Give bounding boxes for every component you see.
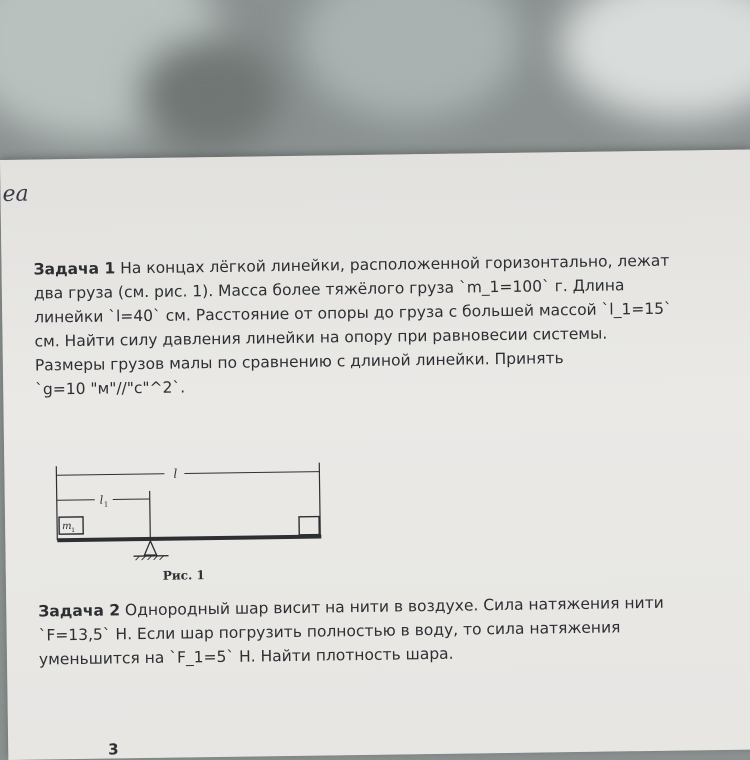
label-l1-subscript: 1 xyxy=(104,501,109,509)
task-2-line: `F=13,5` Н. Если шар погрузить полностью в воду, то сила натяжения xyxy=(38,613,750,647)
label-l: l xyxy=(173,467,177,481)
dimension-l-right xyxy=(184,472,319,474)
task-2 xyxy=(38,589,750,671)
left-extension-line xyxy=(56,466,57,540)
task-1-line: см. Найти силу давления линейки на опору при равновесии системы. xyxy=(34,320,744,354)
paper-sheet xyxy=(0,150,750,760)
task-2-line: Задача 2 Однородный шар висит на нити в воздухе. Сила натяжения нити xyxy=(38,589,750,623)
task-1-heading: Задача 1 xyxy=(33,259,115,278)
task-1-line: Задача 1 На концах лёгкой линейки, расположенной горизонтально, лежат xyxy=(33,248,743,282)
pen-mark: ea xyxy=(2,182,28,207)
background-blob xyxy=(140,40,280,150)
task-2-line: уменьшится на `F_1=5` Н. Найти плотность шара. xyxy=(39,637,750,671)
mass-m2-box xyxy=(299,517,319,535)
task-1 xyxy=(33,248,745,402)
background-blob xyxy=(560,0,750,120)
background-blob xyxy=(300,0,520,120)
task-1-line: два груза (см. рис. 1). Масса более тяжёлого груза `m_1=100` г. Длина xyxy=(34,272,744,306)
task-1-line: Размеры грузов малы по сравнению с длиной линейки. Принять xyxy=(35,344,745,378)
dimension-l-left xyxy=(56,474,164,476)
label-m1: m xyxy=(62,521,72,532)
cut-off-text: 3 xyxy=(108,740,119,758)
support-extension-line xyxy=(150,491,151,539)
dimension-l1-left xyxy=(57,500,95,501)
label-m1-subscript: 1 xyxy=(71,527,75,534)
figure-caption: Рис. 1 xyxy=(163,568,205,583)
task-1-line: `g=10 "м"//"с"^2`. xyxy=(35,368,745,402)
support-triangle xyxy=(144,541,156,555)
figure-1 xyxy=(48,438,340,592)
task-1-line: линейки `l=40` см. Расстояние от опоры до груза с большей массой `l_1=15` xyxy=(34,296,744,330)
dimension-l1-right xyxy=(113,499,150,500)
task-2-heading: Задача 2 xyxy=(38,601,120,620)
ruler-bar xyxy=(57,535,321,543)
label-l1: l xyxy=(100,494,104,507)
